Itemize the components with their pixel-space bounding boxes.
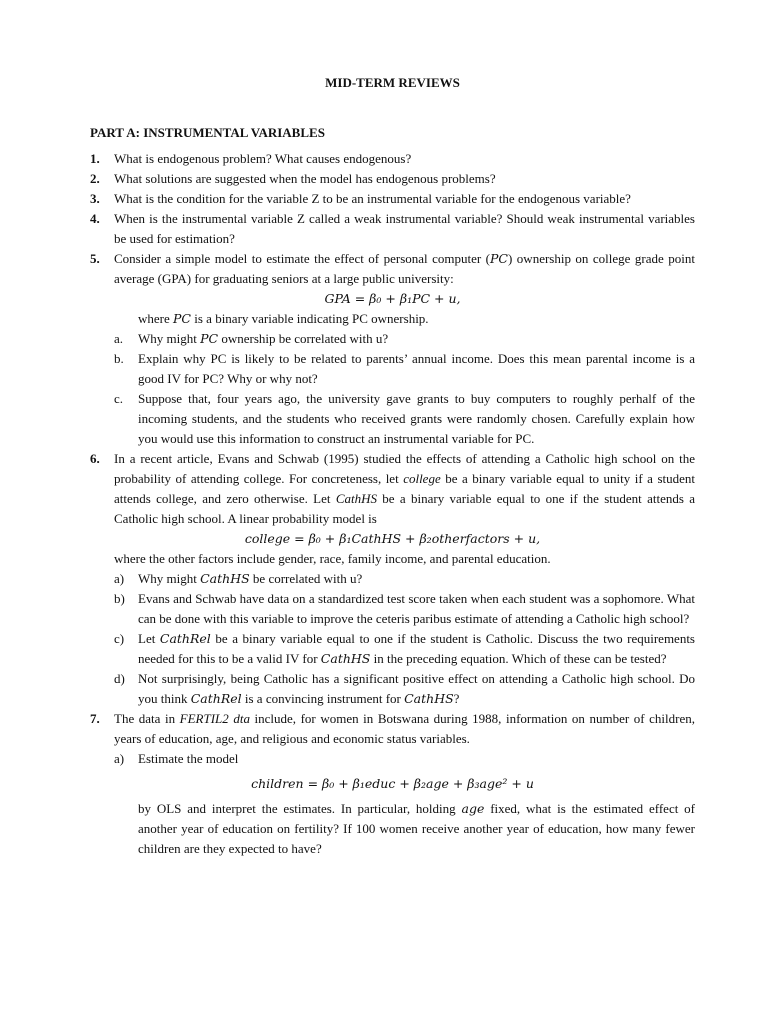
math-variable: CathHS: [200, 571, 250, 586]
text-run: ownership be correlated with u?: [218, 331, 389, 346]
subquestion-7a: [90, 749, 695, 769]
text-run: Suppose that, four years ago, the university gave grants to buy computers to roughly perhalf of the incoming students, and the students who received grants were randomly chosen. Carefully explain how you would use this information to construct an instrumental variable for PC.: [138, 391, 695, 446]
subquestion-body: [114, 669, 695, 709]
page-title: MID-TERM REVIEWS: [325, 75, 460, 90]
subquestion-marker: c): [114, 631, 125, 646]
text-run: is a binary variable indicating PC ownership.: [191, 311, 429, 326]
text-run: be a binary variable equal to one if the student attends a Catholic high school. A linear probability model is: [114, 491, 695, 526]
text-run: by OLS and interpret the estimates. In particular, holding: [138, 801, 462, 816]
equation-gpa: GPA = β₀ + β₁PC + u,: [324, 291, 461, 306]
text-run: ) ownership on college grade point average (GPA) for graduating seniors at a large public university:: [114, 251, 695, 286]
italic-term: college: [403, 471, 441, 486]
math-variable: CathRel: [190, 691, 242, 706]
subquestion-body: [114, 749, 695, 769]
question-text: What solutions are suggested when the model has endogenous problems?: [114, 171, 496, 186]
text-run: Let: [138, 631, 160, 646]
question-text: When is the instrumental variable Z called a weak instrumental variable? Should weak instrumental variables be used for estimation?: [114, 211, 695, 246]
subquestion-marker: d): [114, 671, 125, 686]
question-text: What is endogenous problem? What causes endogenous?: [114, 151, 412, 166]
subquestion-6a: [90, 569, 695, 589]
question-text: [114, 251, 695, 286]
question-text: What is the condition for the variable Z to be an instrumental variable for the endogenous variable?: [114, 191, 631, 206]
subquestion-5b: [90, 349, 695, 389]
text-run: Why might: [138, 571, 201, 586]
subquestion-body: [114, 389, 695, 449]
text-run: Why might: [138, 331, 201, 346]
subquestion-marker: a): [114, 571, 125, 586]
question-4: [90, 209, 695, 249]
question-text: [114, 711, 695, 746]
question-1: [90, 149, 695, 169]
question-number: 2.: [90, 171, 100, 186]
question-5: [90, 249, 695, 289]
question-number: 5.: [90, 251, 100, 266]
question-7: [90, 709, 695, 749]
text-run: be correlated with u?: [249, 571, 363, 586]
question-number: 6.: [90, 451, 100, 466]
subquestion-marker: b.: [114, 351, 124, 366]
subquestion-body: [114, 629, 695, 669]
equation-note: [90, 309, 695, 329]
text-run: fixed, what is the estimated effect of another year of education on fertility? If 100 women receive another year of education, how many fewer children are they expected to have?: [138, 801, 695, 856]
question-number: 3.: [90, 191, 100, 206]
subquestion-7a-continued: [90, 799, 695, 859]
equation-note: where the other factors include gender, race, family income, and parental education.: [114, 551, 551, 566]
math-variable: CathRel: [159, 631, 211, 646]
subquestion-marker: a): [114, 751, 125, 766]
section-heading: PART A: INSTRUMENTAL VARIABLES: [90, 125, 325, 140]
subquestion-body: [114, 329, 695, 349]
text-run: where: [138, 311, 174, 326]
math-variable: age: [461, 801, 485, 816]
subquestion-body: [114, 569, 695, 589]
text-run: be a binary variable equal to one if the student is Catholic. Discuss the two requirements needed for this to be a valid IV for: [138, 631, 695, 666]
question-3: [90, 189, 695, 209]
text-run: Not surprisingly, being Catholic has a significant positive effect on attending a Catholic high school. Do you think: [138, 671, 695, 706]
text-run: is a convincing instrument for: [241, 691, 405, 706]
subquestion-marker: b): [114, 591, 125, 606]
text-run: be a binary variable equal to unity if a student attends college, and zero otherwise. Let: [114, 471, 695, 506]
equation-children: children = β₀ + β₁educ + β₂age + β₃age² + u: [251, 776, 534, 791]
question-number: 1.: [90, 151, 100, 166]
subquestion-5a: [90, 329, 695, 349]
math-variable: CathHS: [320, 651, 371, 666]
subquestion-6b: [90, 589, 695, 629]
subquestion-6c: [90, 629, 695, 669]
text-run: ?: [453, 691, 460, 706]
document-content: [90, 73, 695, 859]
math-variable: CathHS: [404, 691, 454, 706]
subquestion-6d: [90, 669, 695, 709]
math-variable: PC: [490, 251, 508, 266]
question-6: [90, 449, 695, 529]
text-run: Explain why PC is likely to be related to parents’ annual income. Does this mean parental income is a good IV for PC? Why or why not?: [138, 351, 695, 386]
question-number: 7.: [90, 711, 100, 726]
subquestion-body: [114, 349, 695, 389]
subquestion-5c: [90, 389, 695, 449]
subquestion-body: [114, 589, 695, 629]
subquestion-marker: c.: [114, 391, 124, 406]
math-variable: PC: [173, 311, 191, 326]
text-run: include, for women in Botswana during 1988, information on number of children, years of education, age, and religious and economic status variables.: [114, 711, 695, 746]
text-run: Evans and Schwab have data on a standardized test score taken when each student was a sophomore. What can be done with this variable to improve the ceteris paribus estimate of attending a Catholic high school?: [138, 591, 695, 626]
subquestion-marker: a.: [114, 331, 124, 346]
italic-term: FERTIL2 dta: [179, 711, 250, 726]
text-run: Estimate the model: [138, 751, 239, 766]
question-number: 4.: [90, 211, 100, 226]
text-run: In a recent article, Evans and Schwab (1995) studied the effects of attending a Catholic high school on the probability of attending college. For concreteness, let: [114, 451, 695, 486]
text-run: Consider a simple model to estimate the effect of personal computer (: [114, 251, 491, 266]
equation-college: college = β₀ + β₁CathHS + β₂otherfactors + u,: [244, 531, 541, 546]
text-run: The data in: [114, 711, 180, 726]
text-run: in the preceding equation. Which of these can be tested?: [370, 651, 667, 666]
math-variable: PC: [200, 331, 219, 346]
italic-term: CathHS: [335, 491, 377, 506]
question-2: [90, 169, 695, 189]
question-text: [114, 451, 695, 526]
